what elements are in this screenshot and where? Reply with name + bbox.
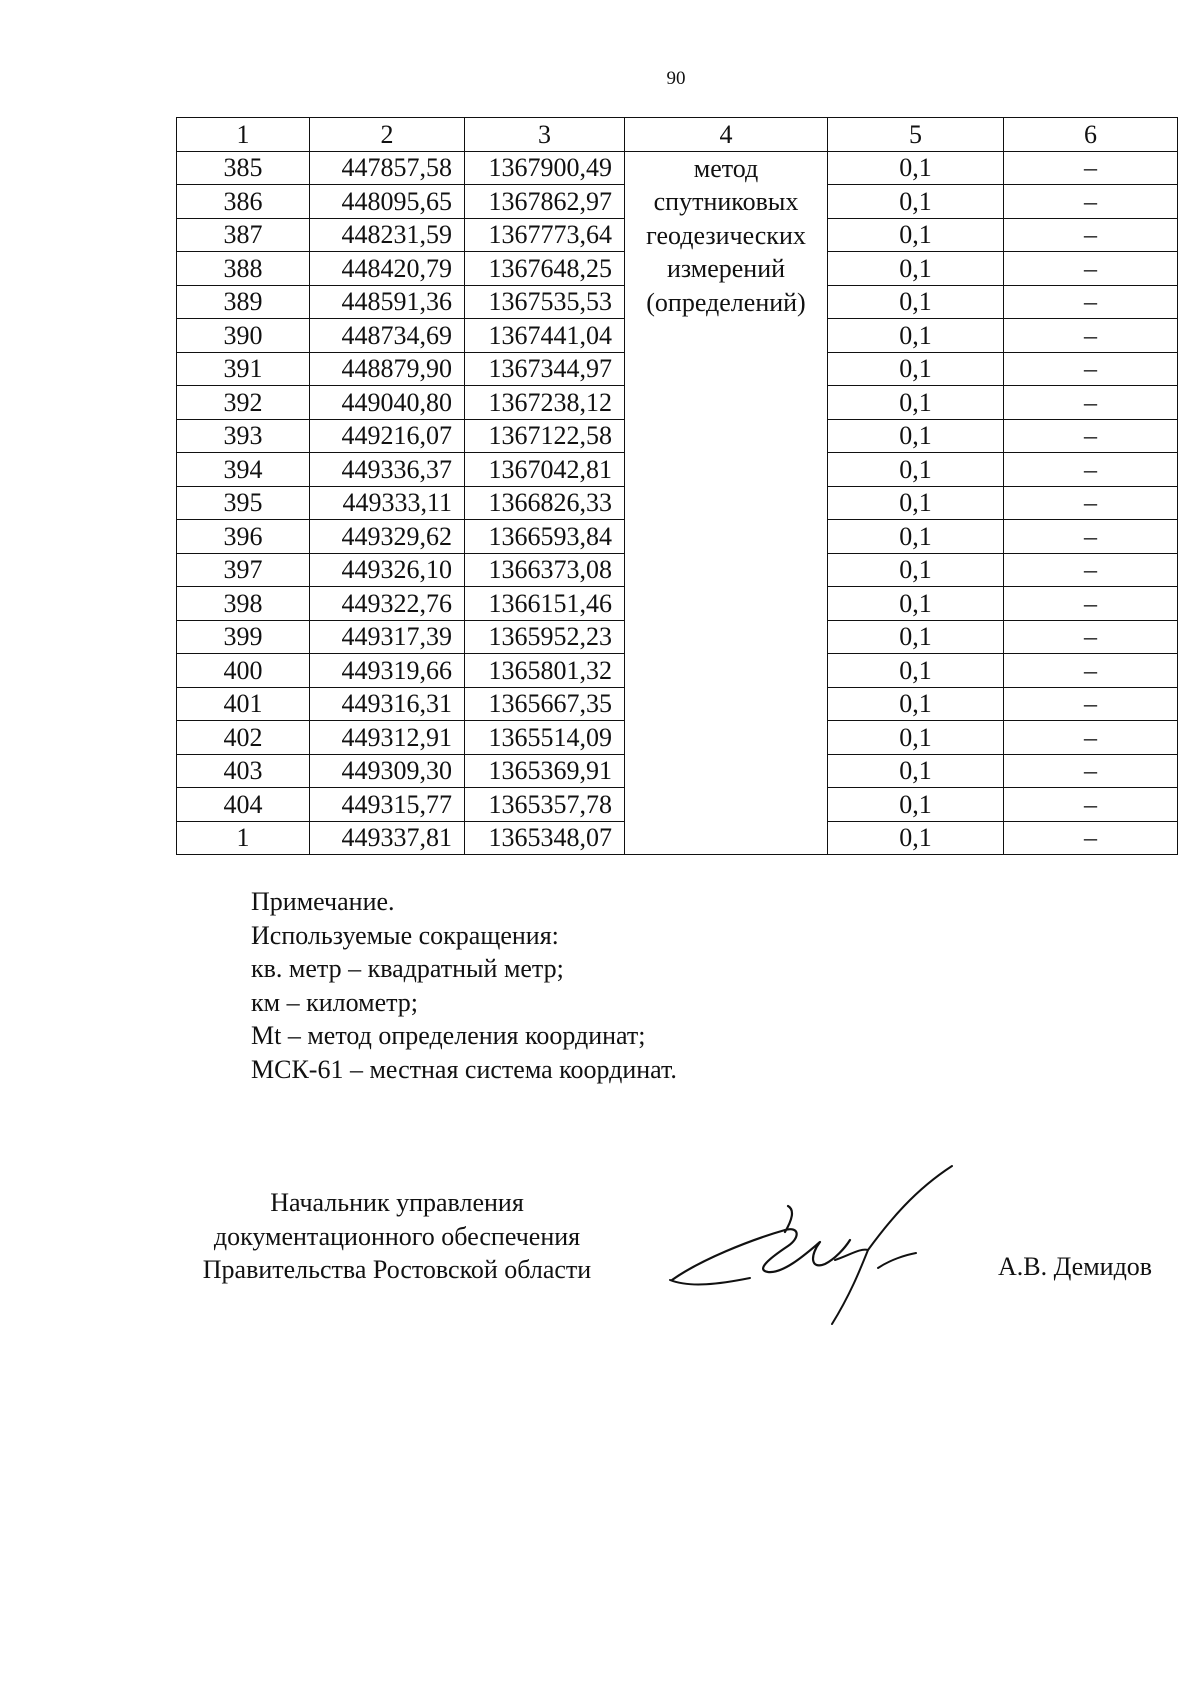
signer-position-line: Начальник управления (270, 1188, 524, 1217)
y-coordinate-cell: 1367122,58 (465, 419, 625, 453)
x-coordinate-cell: 448095,65 (310, 185, 465, 219)
accuracy-cell: 0,1 (828, 754, 1004, 788)
accuracy-cell: 0,1 (828, 620, 1004, 654)
y-coordinate-cell: 1366826,33 (465, 486, 625, 520)
note-line: кв. метр – квадратный метр; (251, 954, 564, 983)
accuracy-cell: 0,1 (828, 654, 1004, 688)
x-coordinate-cell: 449216,07 (310, 419, 465, 453)
dash-cell: – (1004, 486, 1178, 520)
header-cell-1: 1 (177, 118, 310, 152)
accuracy-cell: 0,1 (828, 252, 1004, 286)
y-coordinate-cell: 1367900,49 (465, 151, 625, 185)
point-number-cell: 397 (177, 553, 310, 587)
x-coordinate-cell: 449315,77 (310, 788, 465, 822)
y-coordinate-cell: 1365801,32 (465, 654, 625, 688)
accuracy-cell: 0,1 (828, 419, 1004, 453)
point-number-cell: 404 (177, 788, 310, 822)
accuracy-cell: 0,1 (828, 352, 1004, 386)
accuracy-cell: 0,1 (828, 386, 1004, 420)
point-number-cell: 391 (177, 352, 310, 386)
table-body (177, 151, 1178, 855)
dash-cell: – (1004, 185, 1178, 219)
dash-cell: – (1004, 218, 1178, 252)
y-coordinate-cell: 1367535,53 (465, 285, 625, 319)
accuracy-cell: 0,1 (828, 319, 1004, 353)
note-abbreviations-heading: Используемые сокращения: (251, 920, 559, 950)
x-coordinate-cell: 448591,36 (310, 285, 465, 319)
dash-cell: – (1004, 520, 1178, 554)
y-coordinate-cell: 1365348,07 (465, 821, 625, 855)
accuracy-cell: 0,1 (828, 486, 1004, 520)
dash-cell: – (1004, 721, 1178, 755)
point-number-cell: 403 (177, 754, 310, 788)
x-coordinate-cell: 449316,31 (310, 687, 465, 721)
point-number-cell: 392 (177, 386, 310, 420)
point-number-cell: 401 (177, 687, 310, 721)
dash-cell: – (1004, 788, 1178, 822)
y-coordinate-cell: 1367862,97 (465, 185, 625, 219)
table-row (177, 151, 1178, 185)
dash-cell: – (1004, 754, 1178, 788)
note-line: км – километр; (251, 987, 419, 1017)
dash-cell: – (1004, 587, 1178, 621)
x-coordinate-cell: 449322,76 (310, 587, 465, 621)
point-number-cell: 398 (177, 587, 310, 621)
dash-cell: – (1004, 252, 1178, 286)
y-coordinate-cell: 1367441,04 (465, 319, 625, 353)
y-coordinate-cell: 1366373,08 (465, 553, 625, 587)
note-block (251, 885, 677, 1086)
point-number-cell: 387 (177, 218, 310, 252)
y-coordinate-cell: 1367238,12 (465, 386, 625, 420)
x-coordinate-cell: 449319,66 (310, 654, 465, 688)
point-number-cell: 400 (177, 654, 310, 688)
x-coordinate-cell: 448231,59 (310, 218, 465, 252)
table-header-row (177, 118, 1178, 152)
page-number: 90 (666, 68, 686, 89)
point-number-cell: 390 (177, 319, 310, 353)
x-coordinate-cell: 448734,69 (310, 319, 465, 353)
point-number-cell: 402 (177, 721, 310, 755)
y-coordinate-cell: 1365514,09 (465, 721, 625, 755)
dash-cell: – (1004, 821, 1178, 855)
signer-position (172, 1186, 622, 1287)
dash-cell: – (1004, 687, 1178, 721)
header-cell-2: 2 (310, 118, 465, 152)
point-number-cell: 393 (177, 419, 310, 453)
y-coordinate-cell: 1367042,81 (465, 453, 625, 487)
accuracy-cell: 0,1 (828, 553, 1004, 587)
note-title: Примечание. (251, 887, 395, 916)
point-number-cell: 388 (177, 252, 310, 286)
x-coordinate-cell: 449337,81 (310, 821, 465, 855)
dash-cell: – (1004, 319, 1178, 353)
note-line: Mt – метод определения координат; (251, 1021, 646, 1050)
accuracy-cell: 0,1 (828, 151, 1004, 185)
x-coordinate-cell: 449040,80 (310, 386, 465, 420)
point-number-cell: 385 (177, 151, 310, 185)
dash-cell: – (1004, 553, 1178, 587)
dash-cell: – (1004, 620, 1178, 654)
point-number-cell: 394 (177, 453, 310, 487)
x-coordinate-cell: 449329,62 (310, 520, 465, 554)
header-cell-3: 3 (465, 118, 625, 152)
point-number-cell: 386 (177, 185, 310, 219)
accuracy-cell: 0,1 (828, 587, 1004, 621)
x-coordinate-cell: 449336,37 (310, 453, 465, 487)
method-cell: метод спутниковых геодезических измерений (определений) (625, 151, 828, 855)
x-coordinate-cell: 449317,39 (310, 620, 465, 654)
handwritten-signature (660, 1160, 960, 1330)
coordinates-table (176, 117, 1178, 855)
dash-cell: – (1004, 285, 1178, 319)
dash-cell: – (1004, 419, 1178, 453)
accuracy-cell: 0,1 (828, 453, 1004, 487)
signer-position-line: Правительства Ростовской области (202, 1255, 592, 1284)
y-coordinate-cell: 1366151,46 (465, 587, 625, 621)
accuracy-cell: 0,1 (828, 185, 1004, 219)
x-coordinate-cell: 449333,11 (310, 486, 465, 520)
x-coordinate-cell: 448879,90 (310, 352, 465, 386)
signer-name: А.В. Демидов (998, 1252, 1153, 1281)
dash-cell: – (1004, 453, 1178, 487)
y-coordinate-cell: 1365667,35 (465, 687, 625, 721)
dash-cell: – (1004, 654, 1178, 688)
y-coordinate-cell: 1367773,64 (465, 218, 625, 252)
point-number-cell: 399 (177, 620, 310, 654)
accuracy-cell: 0,1 (828, 520, 1004, 554)
y-coordinate-cell: 1366593,84 (465, 520, 625, 554)
y-coordinate-cell: 1367344,97 (465, 352, 625, 386)
dash-cell: – (1004, 151, 1178, 185)
header-cell-6: 6 (1004, 118, 1178, 152)
accuracy-cell: 0,1 (828, 218, 1004, 252)
x-coordinate-cell: 447857,58 (310, 151, 465, 185)
accuracy-cell: 0,1 (828, 721, 1004, 755)
point-number-cell: 395 (177, 486, 310, 520)
point-number-cell: 396 (177, 520, 310, 554)
accuracy-cell: 0,1 (828, 687, 1004, 721)
header-cell-4: 4 (625, 118, 828, 152)
dash-cell: – (1004, 386, 1178, 420)
y-coordinate-cell: 1365369,91 (465, 754, 625, 788)
signer-position-line: документационного обеспечения (213, 1221, 581, 1251)
x-coordinate-cell: 449312,91 (310, 721, 465, 755)
header-cell-5: 5 (828, 118, 1004, 152)
point-number-cell: 1 (177, 821, 310, 855)
y-coordinate-cell: 1367648,25 (465, 252, 625, 286)
accuracy-cell: 0,1 (828, 788, 1004, 822)
y-coordinate-cell: 1365357,78 (465, 788, 625, 822)
accuracy-cell: 0,1 (828, 821, 1004, 855)
point-number-cell: 389 (177, 285, 310, 319)
dash-cell: – (1004, 352, 1178, 386)
x-coordinate-cell: 449309,30 (310, 754, 465, 788)
accuracy-cell: 0,1 (828, 285, 1004, 319)
x-coordinate-cell: 448420,79 (310, 252, 465, 286)
y-coordinate-cell: 1365952,23 (465, 620, 625, 654)
note-line: МСК-61 – местная система координат. (251, 1054, 677, 1084)
x-coordinate-cell: 449326,10 (310, 553, 465, 587)
